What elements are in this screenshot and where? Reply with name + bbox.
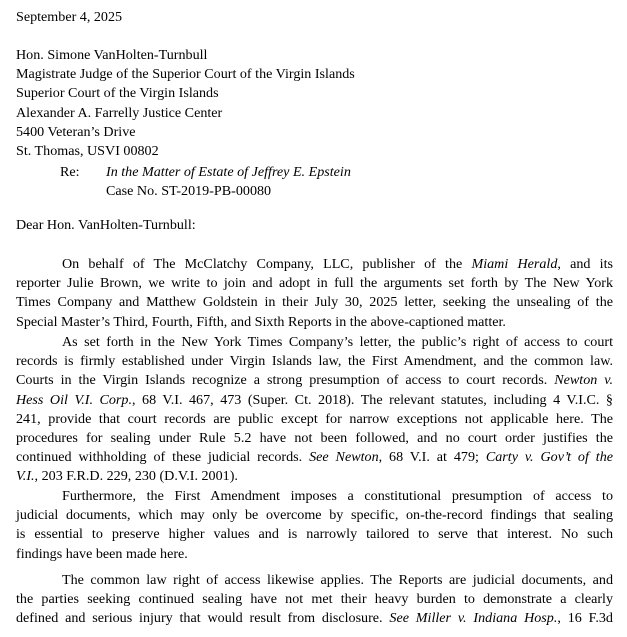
re-line [60,163,460,203]
recipient-address-block [16,46,613,161]
p2-line-4: Hess Oil V.I. Corp., 68 V.I. 467, 473 (Super. Ct. 2018). The relevant statutes, including 4 V.I.C. § [16,391,613,408]
p1-line-2: reporter Julie Brown, we write to join and adopt in full the arguments set forth by The New York [16,275,613,292]
p4-line-2: the parties seeking continued sealing have not met their heavy burden to demonstrate a clearly [16,591,613,608]
p2-line-8: V.I., 203 F.R.D. 229, 230 (D.V.I. 2001). [16,468,238,485]
paragraph-2 [16,333,613,487]
p2-line-3: Courts in the Virgin Islands recognize a strong presumption of access to court records. Newton v. [16,372,613,389]
recipient-building: Alexander A. Farrelly Justice Center [16,104,223,121]
p3-line-4: findings have been made here. [16,545,188,562]
p3-line-3: is essential to preserve higher values and is narrowly tailored to serve that interest. No such [16,526,613,543]
p2-line-5: 241, provide that court records are public except for narrow exceptions not applicable here. The [16,410,613,427]
recipient-city: St. Thomas, USVI 00802 [16,143,159,160]
p1-line-4: Special Master’s Third, Fourth, Fifth, and Sixth Reports in the above-captioned matter. [16,313,506,330]
recipient-street: 5400 Veteran’s Drive [16,123,136,140]
p3-line-2: judicial documents, which may only be overcome by specific, on-the-record findings that sealing [16,507,613,524]
date-text: September 4, 2025 [16,9,123,25]
p4-line-1: The common law right of access likewise applies. The Reports are judicial documents, and [62,572,613,588]
p2-line-7: continued withholding of these judicial records. See Newton, 68 V.I. at 479; Carty v. Gov’t of the [16,449,613,466]
p4-line-3: defined and serious injury that would result from disclosure. See Miller v. Indiana Hosp., 16 F.3d [16,610,613,627]
paragraph-1 [16,255,613,332]
re-case-number: Case No. ST-2019-PB-00080 [106,183,272,200]
p1-line-3: Times Company and Matthew Goldstein in their July 30, 2025 letter, seeking the unsealing of the [16,294,613,311]
salutation [16,216,613,235]
re-label: Re: [60,164,80,180]
re-matter: In the Matter of Estate of Jeffrey E. Epstein [106,164,351,180]
p2-line-2: records is firmly established under Virgin Islands law, the First Amendment, and the common law. [16,353,613,370]
paragraph-4 [16,571,613,629]
letter-date [16,8,613,27]
p1-line-1: On behalf of The McClatchy Company, LLC, publisher of the Miami Herald, and its [62,256,613,272]
recipient-court: Superior Court of the Virgin Islands [16,85,219,102]
recipient-title: Magistrate Judge of the Superior Court of the Virgin Islands [16,66,355,83]
salutation-text: Dear Hon. VanHolten-Turnbull: [16,217,196,233]
recipient-name: Hon. Simone VanHolten-Turnbull [16,47,208,63]
p2-line-1: As set forth in the New York Times Company’s letter, the public’s right of access to court [62,334,613,350]
paragraph-3 [16,487,613,564]
p3-line-1: Furthermore, the First Amendment imposes a constitutional presumption of access to [62,488,613,504]
p2-line-6: procedures for sealing under Rule 5.2 have not been followed, and no court order justifies the [16,430,613,447]
